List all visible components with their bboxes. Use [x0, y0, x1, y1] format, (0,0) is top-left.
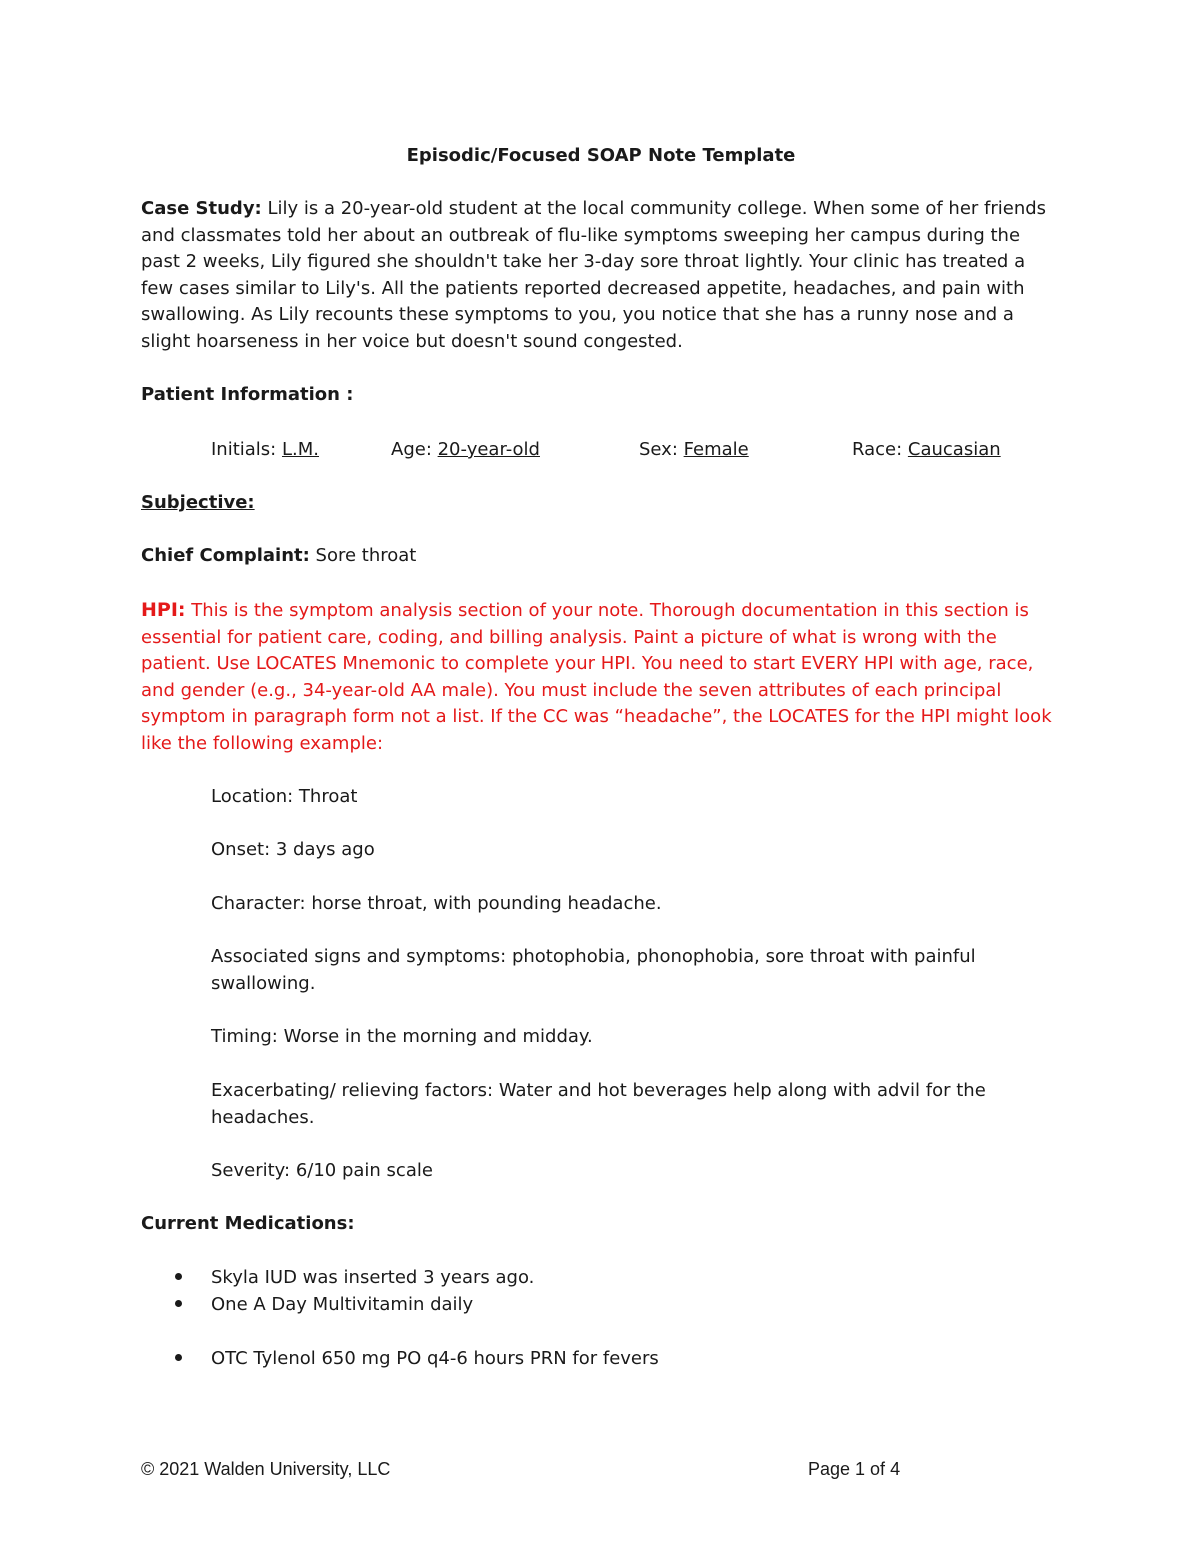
case-study-paragraph: [141, 196, 1061, 356]
race-label: Race:: [852, 439, 908, 460]
bullet-icon: [175, 1292, 211, 1319]
initials-value: L.M.: [281, 439, 319, 460]
case-study-text: Lily is a 20-year-old student at the local community college. When some of her friends and classmates told her about an outbreak of flu-like symptoms sweeping her campus during the past 2 weeks, Lily figured she shouldn't take her 3-day sore throat lightly. Your clinic has treated a few cases similar to Lily's. All the patients reported decreased appetite, headaches, and pain with swallowing. As Lily recounts these symptoms to you, you notice that she has a runny nose and a slight hoarseness in her voice but doesn't sound congested.: [141, 198, 1047, 352]
medication-item: [175, 1265, 534, 1292]
age-label: Age:: [391, 439, 438, 460]
locates-location: Location: Throat: [211, 786, 358, 807]
footer-copyright: © 2021 Walden University, LLC: [141, 1459, 391, 1479]
locates-associated-symptoms: Associated signs and symptoms: photophobia, phonophobia, sore throat with painful swallowing.: [211, 946, 976, 994]
locates-severity: Severity: 6/10 pain scale: [211, 1160, 433, 1181]
footer-page-number: Page 1 of 4: [808, 1459, 901, 1479]
locates-exacerbating-factors: Exacerbating/ relieving factors: Water and hot beverages help along with advil for the headaches.: [211, 1080, 986, 1128]
bullet-icon: [175, 1346, 211, 1373]
hpi-text: This is the symptom analysis section of your note. Thorough documentation in this section is essential for patient care, coding, and billing analysis. Paint a picture of what is wrong with the patient. Use LOCATES Mnemonic to complete your HPI. You need to start EVERY HPI with age, race, and gender (e.g., 34-year-old AA male). You must include the seven attributes of each principal symptom in paragraph form not a list. If the CC was “headache”, the LOCATES for the HPI might look like the following example:: [141, 600, 1052, 754]
medication-item: [175, 1292, 473, 1319]
medication-text: Skyla IUD was inserted 3 years ago.: [211, 1267, 535, 1288]
chief-complaint: [141, 543, 416, 570]
subjective-heading: Subjective:: [141, 492, 255, 513]
initials-label: Initials:: [211, 439, 282, 460]
patient-info-row: [141, 437, 1061, 464]
sex-label: Sex:: [639, 439, 684, 460]
medication-text: One A Day Multivitamin daily: [211, 1294, 474, 1315]
locates-character: Character: horse throat, with pounding headache.: [211, 893, 662, 914]
hpi-paragraph: [141, 597, 1061, 758]
current-medications-heading: Current Medications:: [141, 1213, 355, 1234]
patient-information-heading: Patient Information :: [141, 384, 354, 405]
chief-complaint-value: Sore throat: [309, 545, 417, 566]
case-study-label: Case Study:: [141, 198, 262, 219]
medication-item: [175, 1346, 659, 1373]
sex-field: [639, 437, 749, 464]
sex-value: Female: [683, 439, 749, 460]
race-value: Caucasian: [907, 439, 1001, 460]
locates-onset: Onset: 3 days ago: [211, 839, 375, 860]
race-field: [852, 437, 1001, 464]
hpi-label: HPI:: [141, 599, 186, 621]
chief-complaint-label: Chief Complaint:: [141, 545, 310, 566]
locates-timing: Timing: Worse in the morning and midday.: [211, 1026, 593, 1047]
medication-text: OTC Tylenol 650 mg PO q4-6 hours PRN for fevers: [211, 1348, 659, 1369]
initials-field: [211, 437, 319, 464]
document-title: Episodic/Focused SOAP Note Template: [406, 145, 796, 166]
age-value: 20-year-old: [437, 439, 540, 460]
bullet-icon: [175, 1265, 211, 1292]
age-field: [391, 437, 540, 464]
